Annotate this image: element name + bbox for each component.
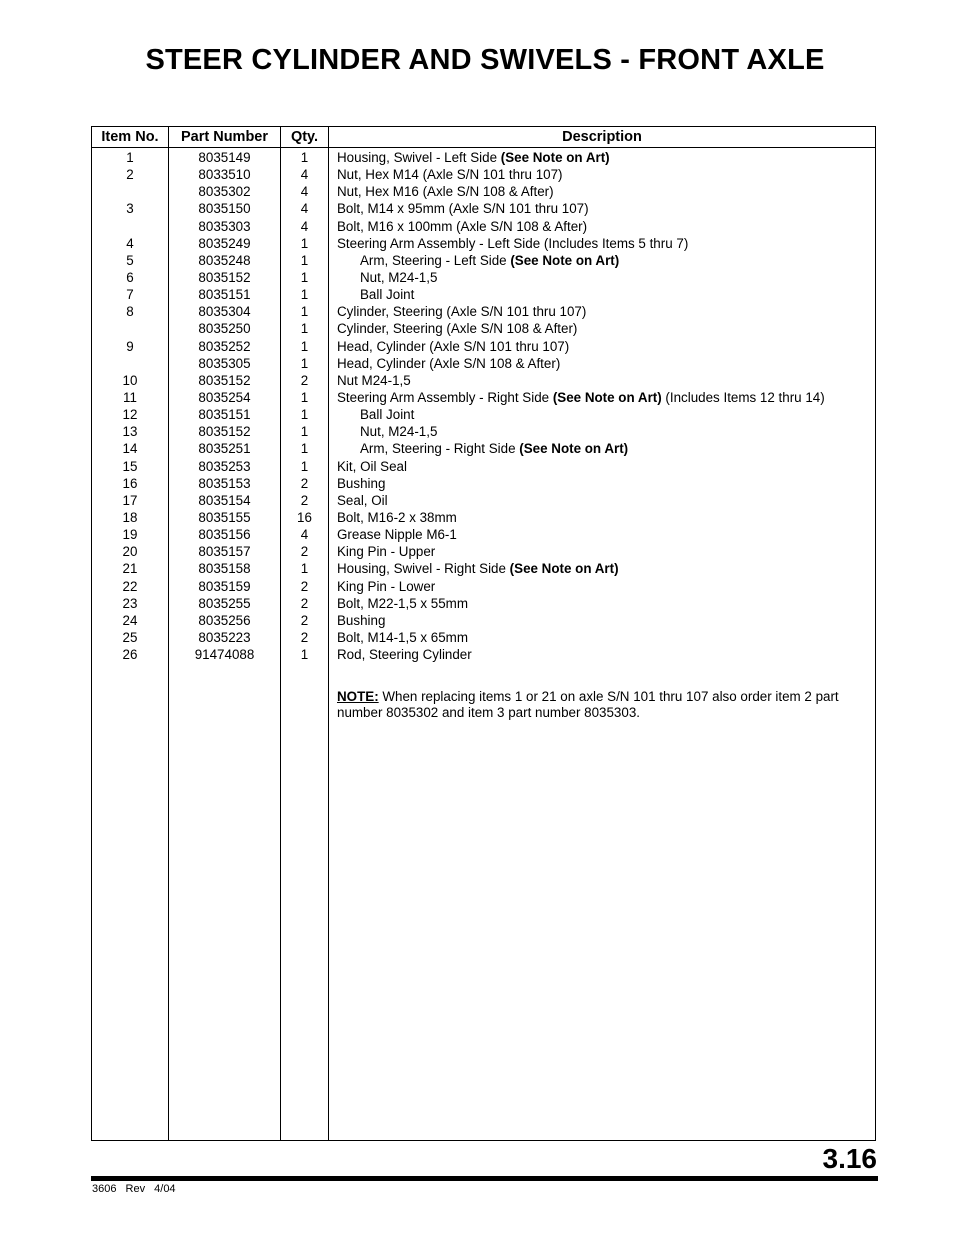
header-qty: Qty. bbox=[290, 129, 319, 145]
item-number: 2 bbox=[126, 167, 134, 183]
description bbox=[337, 544, 435, 560]
description bbox=[337, 373, 411, 389]
description-text: Steering Arm Assembly - Left Side (Includes Items 5 thru 7) bbox=[337, 235, 689, 251]
quantity: 1 bbox=[300, 424, 309, 440]
description bbox=[360, 407, 414, 423]
table-row bbox=[92, 184, 875, 201]
quantity: 4 bbox=[300, 527, 309, 543]
page-title: STEER CYLINDER AND SWIVELS - FRONT AXLE bbox=[145, 44, 825, 76]
quantity: 4 bbox=[300, 218, 309, 234]
part-number: 8035302 bbox=[198, 184, 251, 200]
part-number: 8035158 bbox=[198, 561, 251, 577]
quantity: 1 bbox=[300, 321, 309, 337]
table-row bbox=[92, 390, 875, 407]
item-number: 19 bbox=[122, 527, 138, 543]
description bbox=[337, 236, 688, 252]
part-number: 8035250 bbox=[198, 321, 251, 337]
description-text: Head, Cylinder (Axle S/N 101 thru 107) bbox=[337, 338, 570, 354]
table-row bbox=[92, 613, 875, 630]
description-text: Grease Nipple M6-1 bbox=[337, 527, 457, 543]
item-number: 3 bbox=[126, 201, 134, 217]
table-row bbox=[92, 253, 875, 270]
part-number: 8035157 bbox=[198, 544, 251, 560]
item-number: 6 bbox=[126, 269, 134, 285]
part-number: 8035248 bbox=[198, 252, 251, 268]
part-number: 8035155 bbox=[198, 509, 251, 525]
item-number: 18 bbox=[122, 509, 138, 525]
header-part-number: Part Number bbox=[180, 129, 269, 145]
quantity: 1 bbox=[300, 441, 309, 457]
table-row bbox=[92, 321, 875, 338]
item-number: 12 bbox=[122, 407, 138, 423]
description bbox=[337, 219, 587, 235]
part-number: 91474088 bbox=[194, 647, 255, 663]
quantity: 2 bbox=[300, 595, 309, 611]
description-text: Seal, Oil bbox=[337, 492, 388, 508]
description bbox=[337, 647, 472, 663]
table-row bbox=[92, 630, 875, 647]
part-number: 8035151 bbox=[198, 407, 251, 423]
description bbox=[337, 476, 385, 492]
description bbox=[337, 339, 569, 355]
description-text: Kit, Oil Seal bbox=[337, 458, 407, 474]
note-label: NOTE: bbox=[337, 689, 379, 704]
description-text: Rod, Steering Cylinder bbox=[337, 647, 472, 663]
table-row bbox=[92, 441, 875, 458]
description-note-ref: (See Note on Art) bbox=[519, 441, 629, 457]
table-row bbox=[92, 647, 875, 664]
part-number: 8035151 bbox=[198, 287, 251, 303]
description bbox=[337, 613, 385, 629]
description bbox=[360, 270, 437, 286]
quantity: 1 bbox=[300, 252, 309, 268]
description bbox=[337, 167, 563, 183]
item-number: 23 bbox=[122, 595, 138, 611]
part-number: 8035152 bbox=[198, 372, 251, 388]
part-number: 8035252 bbox=[198, 338, 251, 354]
description-text: Nut, Hex M14 (Axle S/N 101 thru 107) bbox=[337, 167, 563, 183]
description-text: Nut, M24-1,5 bbox=[360, 424, 438, 440]
part-number: 8035152 bbox=[198, 269, 251, 285]
part-number: 8035154 bbox=[198, 492, 251, 508]
description bbox=[360, 253, 619, 269]
table-row bbox=[92, 527, 875, 544]
quantity: 1 bbox=[300, 458, 309, 474]
description-text: Bolt, M14-1,5 x 65mm bbox=[337, 629, 468, 645]
quantity: 1 bbox=[300, 150, 309, 165]
item-number: 5 bbox=[126, 252, 134, 268]
header-description: Description bbox=[562, 129, 642, 145]
table-row bbox=[92, 167, 875, 184]
table-row bbox=[92, 407, 875, 424]
table-row bbox=[92, 201, 875, 218]
part-number: 8035305 bbox=[198, 355, 251, 371]
description bbox=[337, 184, 554, 200]
description bbox=[360, 287, 414, 303]
quantity: 1 bbox=[300, 235, 309, 251]
description-text: Housing, Swivel - Left Side bbox=[337, 150, 501, 165]
description-note-ref: (See Note on Art) bbox=[500, 150, 610, 165]
item-number: 25 bbox=[122, 629, 138, 645]
item-number: 26 bbox=[122, 647, 138, 663]
item-number: 15 bbox=[122, 458, 138, 474]
part-number: 8035256 bbox=[198, 612, 251, 628]
part-number: 8035255 bbox=[198, 595, 251, 611]
part-number: 8035253 bbox=[198, 458, 251, 474]
quantity: 2 bbox=[300, 372, 309, 388]
table-row bbox=[92, 579, 875, 596]
item-number: 21 bbox=[122, 561, 138, 577]
part-number: 8035150 bbox=[198, 201, 251, 217]
description bbox=[337, 201, 589, 217]
table-row bbox=[92, 544, 875, 561]
item-number: 20 bbox=[122, 544, 138, 560]
quantity: 4 bbox=[300, 184, 309, 200]
item-number: 14 bbox=[122, 441, 138, 457]
parts-table bbox=[91, 126, 876, 1141]
description-text: Arm, Steering - Right Side bbox=[360, 441, 520, 457]
part-number: 8035153 bbox=[198, 475, 251, 491]
description-text: Bushing bbox=[337, 475, 386, 491]
description-note-ref: (See Note on Art) bbox=[510, 252, 620, 268]
item-number: 4 bbox=[126, 235, 134, 251]
description-text: Arm, Steering - Left Side bbox=[360, 252, 511, 268]
description-text: Nut M24-1,5 bbox=[337, 372, 411, 388]
description bbox=[337, 527, 457, 543]
table-row bbox=[92, 287, 875, 304]
quantity: 1 bbox=[300, 287, 309, 303]
footer-revision: 3606 Rev 4/04 bbox=[92, 1183, 176, 1195]
table-row bbox=[92, 493, 875, 510]
item-number: 8 bbox=[126, 304, 134, 320]
table-row bbox=[92, 459, 875, 476]
table-row bbox=[92, 596, 875, 613]
description-text: Cylinder, Steering (Axle S/N 108 & After) bbox=[337, 321, 578, 337]
description-text: Head, Cylinder (Axle S/N 108 & After) bbox=[337, 355, 561, 371]
part-number: 8035152 bbox=[198, 424, 251, 440]
description bbox=[337, 356, 560, 372]
quantity: 1 bbox=[300, 561, 309, 577]
item-number: 11 bbox=[123, 389, 137, 405]
item-number: 24 bbox=[122, 612, 138, 628]
item-number: 1 bbox=[126, 150, 134, 165]
description bbox=[337, 459, 407, 475]
note bbox=[337, 689, 867, 721]
table-row bbox=[92, 561, 875, 578]
description-text: Bolt, M16-2 x 38mm bbox=[337, 509, 457, 525]
table-row bbox=[92, 219, 875, 236]
quantity: 2 bbox=[300, 492, 309, 508]
item-number: 7 bbox=[126, 287, 134, 303]
item-number: 10 bbox=[122, 372, 138, 388]
description bbox=[337, 321, 577, 337]
quantity: 16 bbox=[297, 509, 312, 525]
description-text: Bolt, M22-1,5 x 55mm bbox=[337, 595, 468, 611]
table-row bbox=[92, 373, 875, 390]
table-row bbox=[92, 236, 875, 253]
quantity: 4 bbox=[300, 167, 309, 183]
quantity: 1 bbox=[300, 647, 309, 663]
description-text: Housing, Swivel - Right Side bbox=[337, 561, 510, 577]
description-text: Ball Joint bbox=[360, 287, 415, 303]
description-note-ref: (See Note on Art) bbox=[552, 389, 662, 405]
description-note-ref: (See Note on Art) bbox=[509, 561, 619, 577]
quantity: 2 bbox=[300, 612, 309, 628]
part-number: 8035303 bbox=[198, 218, 251, 234]
description bbox=[360, 424, 437, 440]
item-number: 13 bbox=[122, 424, 138, 440]
part-number: 8035149 bbox=[198, 150, 251, 165]
table-row bbox=[92, 150, 875, 167]
table-body bbox=[92, 150, 875, 664]
description-text: Ball Joint bbox=[360, 407, 415, 423]
item-number: 9 bbox=[126, 338, 134, 354]
header-item-no: Item No. bbox=[101, 129, 159, 145]
description-text: King Pin - Upper bbox=[337, 544, 436, 560]
description-suffix: (Includes Items 12 thru 14) bbox=[661, 389, 825, 405]
part-number: 8035254 bbox=[198, 389, 251, 405]
table-row bbox=[92, 270, 875, 287]
quantity: 2 bbox=[300, 629, 309, 645]
description bbox=[337, 150, 610, 166]
footer-rule bbox=[91, 1176, 878, 1181]
description bbox=[337, 510, 457, 526]
quantity: 4 bbox=[300, 201, 309, 217]
table-row bbox=[92, 304, 875, 321]
part-number: 8035156 bbox=[198, 527, 251, 543]
description bbox=[337, 390, 825, 406]
part-number: 8033510 bbox=[198, 167, 251, 183]
item-number: 16 bbox=[122, 475, 138, 491]
page-number: 3.16 bbox=[822, 1143, 877, 1174]
description-text: Bolt, M14 x 95mm (Axle S/N 101 thru 107) bbox=[337, 201, 589, 217]
quantity: 1 bbox=[300, 269, 309, 285]
quantity: 2 bbox=[300, 578, 309, 594]
quantity: 2 bbox=[300, 544, 309, 560]
description bbox=[337, 630, 468, 646]
part-number: 8035159 bbox=[198, 578, 251, 594]
description-text: Bushing bbox=[337, 612, 386, 628]
note-text: When replacing items 1 or 21 on axle S/N 101 thru 107 also order item 2 part number 8035302 and item 3 part number 8035303. bbox=[337, 689, 839, 720]
item-number: 22 bbox=[122, 578, 138, 594]
table-row bbox=[92, 424, 875, 441]
quantity: 1 bbox=[300, 338, 309, 354]
part-number: 8035223 bbox=[198, 629, 251, 645]
description-text: Bolt, M16 x 100mm (Axle S/N 108 & After) bbox=[337, 218, 588, 234]
table-row bbox=[92, 339, 875, 356]
part-number: 8035304 bbox=[198, 304, 251, 320]
quantity: 1 bbox=[300, 355, 309, 371]
header-divider bbox=[92, 147, 875, 148]
quantity: 1 bbox=[300, 407, 309, 423]
description-text: King Pin - Lower bbox=[337, 578, 436, 594]
quantity: 1 bbox=[300, 304, 309, 320]
description bbox=[337, 561, 619, 577]
table-row bbox=[92, 476, 875, 493]
item-number: 17 bbox=[122, 492, 138, 508]
description bbox=[337, 493, 388, 509]
description-text: Steering Arm Assembly - Right Side bbox=[337, 389, 553, 405]
description bbox=[337, 596, 468, 612]
table-row bbox=[92, 510, 875, 527]
table-row bbox=[92, 356, 875, 373]
description bbox=[360, 441, 628, 457]
description-text: Nut, Hex M16 (Axle S/N 108 & After) bbox=[337, 184, 554, 200]
description-text: Nut, M24-1,5 bbox=[360, 269, 438, 285]
description-text: Cylinder, Steering (Axle S/N 101 thru 107) bbox=[337, 304, 587, 320]
quantity: 2 bbox=[300, 475, 309, 491]
quantity: 1 bbox=[300, 389, 309, 405]
part-number: 8035249 bbox=[198, 235, 251, 251]
part-number: 8035251 bbox=[198, 441, 251, 457]
description bbox=[337, 579, 435, 595]
description bbox=[337, 304, 586, 320]
